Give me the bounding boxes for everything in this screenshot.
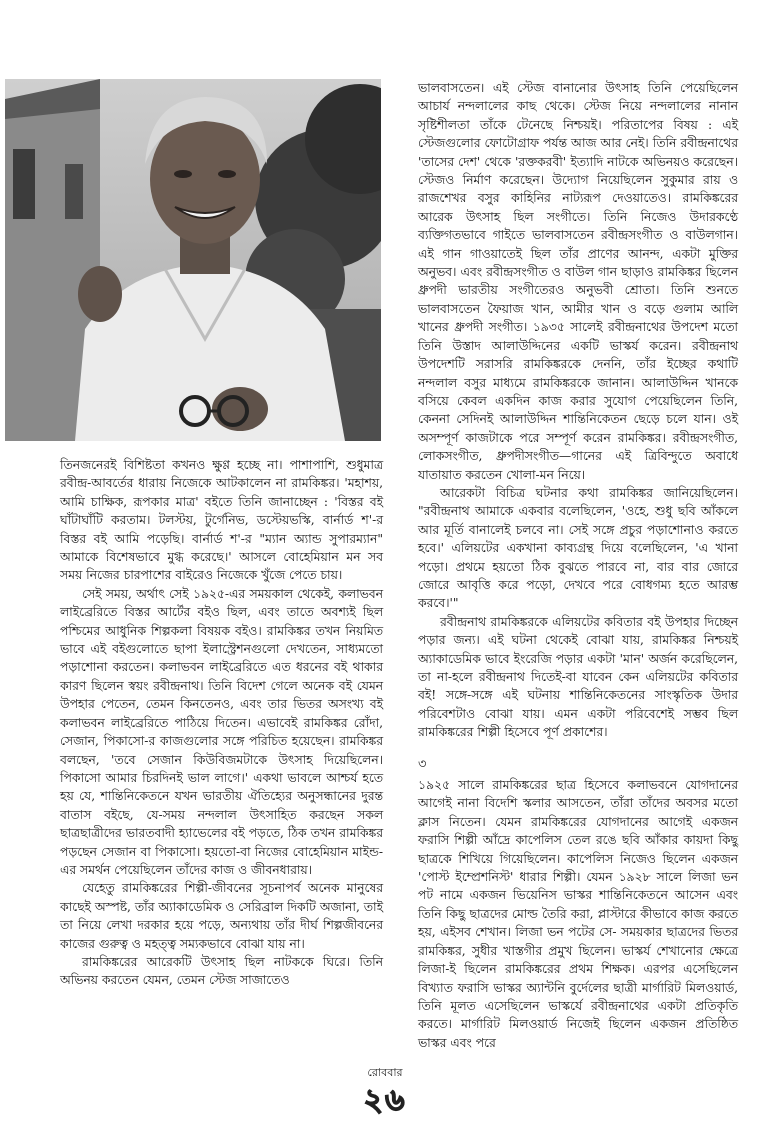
paragraph: আরেকটা বিচিত্র ঘটনার কথা রামকিঙ্কর জানিয়েছিলেন। "রবীন্দ্রনাথ আমাকে একবার বলেছিলেন, 'ওহে, শুধু ছবি আঁকলে আর মূর্তি বানালেই চলবে না। সেই সঙ্গে প্রচুর পড়াশোনাও করতে হবে।' এলিয়টের একখানা কাব্যগ্রন্থ দিয়ে বলেছিলেন, 'এ খানা পড়ো। প্রথমে হয়তো ঠিক বুঝতে পারবে না, বার বার জোরে জোরে আবৃত্তি করে পড়ো, দেখবে পরে বোধগম্য হতে আরম্ভ করবে।'" <box>418 485 738 611</box>
paragraph: রামকিঙ্করের আরেকটি উৎসাহ ছিল নাটককে ঘিরে। তিনি অভিনয় করতেন যেমন, তেমন স্টেজ সাজাতেও <box>60 954 383 988</box>
paragraph: রবীন্দ্রনাথ রামকিঙ্করকে এলিয়টের কবিতার বই উপহার দিচ্ছেন পড়ার জন্য। এই ঘটনা থেকেই বোঝা যায়, রামকিঙ্কর নিশ্চয়ই অ্যাকাডেমিক ভাবে ইংরেজি পড়ার একটা 'মান' অর্জন করেছিলেন, তা না-হলে রবীন্দ্রনাথ দিতেই-বা যাবেন কেন এলিয়টের কবিতার বই! সঙ্গে-সঙ্গে এই ঘটনায় শান্তিনিকেতনের সাংস্কৃতিক উদার পরিবেশটাও বোঝা যায়। এমন একটা পরিবেশেই সম্ভব ছিল রামকিঙ্করের শিল্পী হিসেবে পূর্ণ প্রকাশের। <box>418 614 738 740</box>
paragraph: তিনজনেরই বিশিষ্টতা কখনও ক্ষুণ্ণ হচ্ছে না। পাশাপাশি, শুধুমাত্র রবীন্দ্র-আবর্তের ধারায় নিজেকে আটকালেন না রামকিঙ্কর। 'মহাশয়, আমি চাক্ষিক, রূপকার মাত্র' বইতে তিনি জানাচ্ছেন : 'বিস্তর বই ঘাঁটাঘাঁটি করতাম। টলস্টয়, টুর্গেনিভ, ডস্টেয়ভস্কি, বার্নার্ড শ'-র বিস্তর বই আমি পড়েছি। বার্নার্ড শ'-র "ম্যান অ্যান্ড সুপারম্যান" আমাকে বিশেষভাবে মুগ্ধ করেছে।' আসলে বোহেমিয়ান মন সব সময় নিজের চারপাশের বাইরেও নিজেকে খুঁজে পেতে চায়। <box>60 458 383 583</box>
paragraph: সেই সময়, অর্থাৎ সেই ১৯২৫-এর সময়কাল থেকেই, কলাভবন লাইব্রেরিতে বিস্তর আর্টের বইও ছিল, এবং তাতে অবশ্যই ছিল পশ্চিমের আধুনিক শিল্পকলা বিষয়ক বইও। রামকিঙ্কর তখন নিয়মিত ভাবে এই বইগুলোতে ছাপা ইলাস্ট্রেশনগুলো দেখতেন, সাধ্যমতো পড়াশোনা করতেন। কলাভবন লাইব্রেরিতে এত ধরনের বই থাকার কারণ ছিলেন স্বয়ং রবীন্দ্রনাথ। তিনি বিদেশ গেলে অনেক বই যেমন উপহার পেতেন, তেমন কিনতেনও, এবং তার ভিতর অসংখ্য বই কলাভবন লাইব্রেরিতে পাঠিয়ে দিতেন। এভাবেই রামকিঙ্কর রোঁদা, সেজান, পিকাসো-র কাজগুলোর সঙ্গে পরিচিত হয়েছেন। রামকিঙ্কর বলছেন, 'তবে সেজান কিউবিজমটাকে উৎসাহ দিয়েছিলেন। পিকাসো আমার চিরদিনই ভাল লাগে।' একথা ভাবলে আশ্চর্য হতে হয় যে, শান্তিনিকেতনে যখন ভারতীয় ঐতিহ্যের অনুসন্ধানের দুরন্ত বাতাস বইছে, যে-সময় নন্দলাল উৎসাহিত করছেন সকল ছাত্রছাত্রীদের ভারতবাদী হ্যাভেলের বই পড়তে, ঠিক তখন রামকিঙ্কর পড়ছেন সেজান বা পিকাসো। হয়তো-বা নিজের বোহেমিয়ান মাইন্ড-এর সমর্থন পেয়েছিলেন তাঁদের কাজ ও জীবনধারায়। <box>60 586 383 877</box>
section-number: ৩ <box>418 756 427 772</box>
magazine-name: রোববার <box>367 1066 403 1079</box>
left-text-column <box>60 456 383 990</box>
paragraph: ভালবাসতেন। এই স্টেজ বানানোর উৎসাহ তিনি পেয়েছিলেন আচার্য নন্দলালের কাছ থেকে। স্টেজ নিয়ে নন্দলালের নানান সৃষ্টিশীলতা তাঁকে টেনেছে নিশ্চয়ই। পরিতাপের বিষয় : এই স্টেজগুলোর ফোটোগ্রাফ পর্যন্ত আজ আর নেই। তিনি রবীন্দ্রনাথের 'তাসের দেশ' থেকে 'রক্তকরবী' ইত্যাদি নাটকে অভিনয়ও করেছেন। স্টেজও নির্মাণ করেছেন। উদ্যোগ নিয়েছিলেন সুকুমার রায় ও রাজশেখর বসুর কাহিনির নাট্যরূপ দেওয়াতেও। রামকিঙ্করের আরেক উৎসাহ ছিল সংগীতে। তিনি নিজেও উদারকণ্ঠে ব্যক্তিগতভাবে গাইতে ভালবাসতেন রবীন্দ্রসংগীত ও বাউলগান। এই গান গাওয়াতেই ছিল তাঁর প্রাণের আনন্দ, একটা মুক্তির অনুভব। এবং রবীন্দ্রসংগীত ও বাউল গান ছাড়াও রামকিঙ্কর ছিলেন ধ্রুপদী ভারতীয় সংগীতেরও অনুভবী শ্রোতা। তিনি শুনতে ভালবাসতেন ফৈয়াজ খান, আমীর খান ও বড়ে গুলাম আলি খানের ধ্রুপদী সংগীত। ১৯৩৫ সালেই রবীন্দ্রনাথের উপদেশ মতো তিনি উস্তাদ আলাউদ্দিনের একটি ভাস্কর্য করেন। রবীন্দ্রনাথ উপদেশটি সরাসরি রামকিঙ্করকে দেননি, তাঁর ইচ্ছের কথাটি নন্দলাল বসুর মাধ্যমে রামকিঙ্করকে জানান। আলাউদ্দিন খানকে বসিয়ে কেবল একদিন কাজ করার সুযোগ পেয়েছিলেন তিনি, কেননা সেদিনই আলাউদ্দিন শান্তিনিকেতন ছেড়ে চলে যান। ওই অসম্পূর্ণ কাজটাকে পরে সম্পূর্ণ করেন রামকিঙ্কর। রবীন্দ্রসংগীত, লোকসংগীত, ধ্রুপদীসংগীত—গানের এই ত্রিবিন্দুতে অবাধে যাতায়াত করতেন খোলা-মন নিয়ে। <box>418 81 738 482</box>
page-number: ২৬ <box>363 1083 407 1118</box>
paragraph: যেহেতু রামকিঙ্করের শিল্পী-জীবনের সূচনাপর্ব অনেক মানুষের কাছেই অস্পষ্ট, তাঁর অ্যাকাডেমিক ও সেরিব্রাল দিকটি অজানা, তাই তা নিয়ে লেখা দরকার হয়ে পড়ে, অন্যথায় তাঁর দীর্ঘ শিল্পজীবনের কাজের গুরুত্ব ও মহত্ত্ব সম্যকভাবে বোঝা যায় না। <box>60 881 383 951</box>
paragraph: ১৯২৫ সালে রামকিঙ্করের ছাত্র হিসেবে কলাভবনে যোগদানের আগেই নানা বিদেশি স্কলার আসতেন, তাঁরা তাঁদের অবসর মতো ক্লাস নিতেন। যেমন রামকিঙ্করের যোগদানের আগেই একজন ফরাসি শিল্পী আঁদ্রে কাপেলিস তেল রঙে ছবি আঁকার কায়দা কিছু ছাত্রকে শিখিয়ে গিয়েছিলেন। কাপেলিস নিজেও ছিলেন একজন 'পোস্ট ইম্প্রেশনিস্ট' ধারার শিল্পী। যেমন ১৯২৮ সালে লিজা ভন পট নামে একজন ভিয়েনিস ভাস্কর শান্তিনিকেতনে আসেন এবং তিনি কিছু ছাত্রদের মোল্ড তৈরি করা, প্লাস্টারে কীভাবে কাজ করতে হয়, এইসব শেখান। লিজা ভন পটের সে- সময়কার ছাত্রদের ভিতর রামকিঙ্কর, সুধীর খাস্তগীর প্রমুখ ছিলেন। ভাস্কর্য শেখানোর ক্ষেত্রে লিজা-ই ছিলেন রামকিঙ্করের প্রথম শিক্ষক। এরপর এসেছিলেন বিখ্যাত ফরাসি ভাস্কর অ্যান্টনি বুর্দেলের ছাত্রী মার্গারিট মিলওয়ার্ড, তিনি মূলত এসেছিলেন ভাস্কর্যে রবীন্দ্রনাথের একটা প্রতিকৃতি করতে। মার্গারিট মিলওয়ার্ড নিজেই ছিলেন একজন প্রতিষ্ঠিত ভাস্কর এবং পরে <box>418 778 738 1050</box>
right-text-column <box>418 79 738 1052</box>
portrait-photo <box>5 79 381 441</box>
